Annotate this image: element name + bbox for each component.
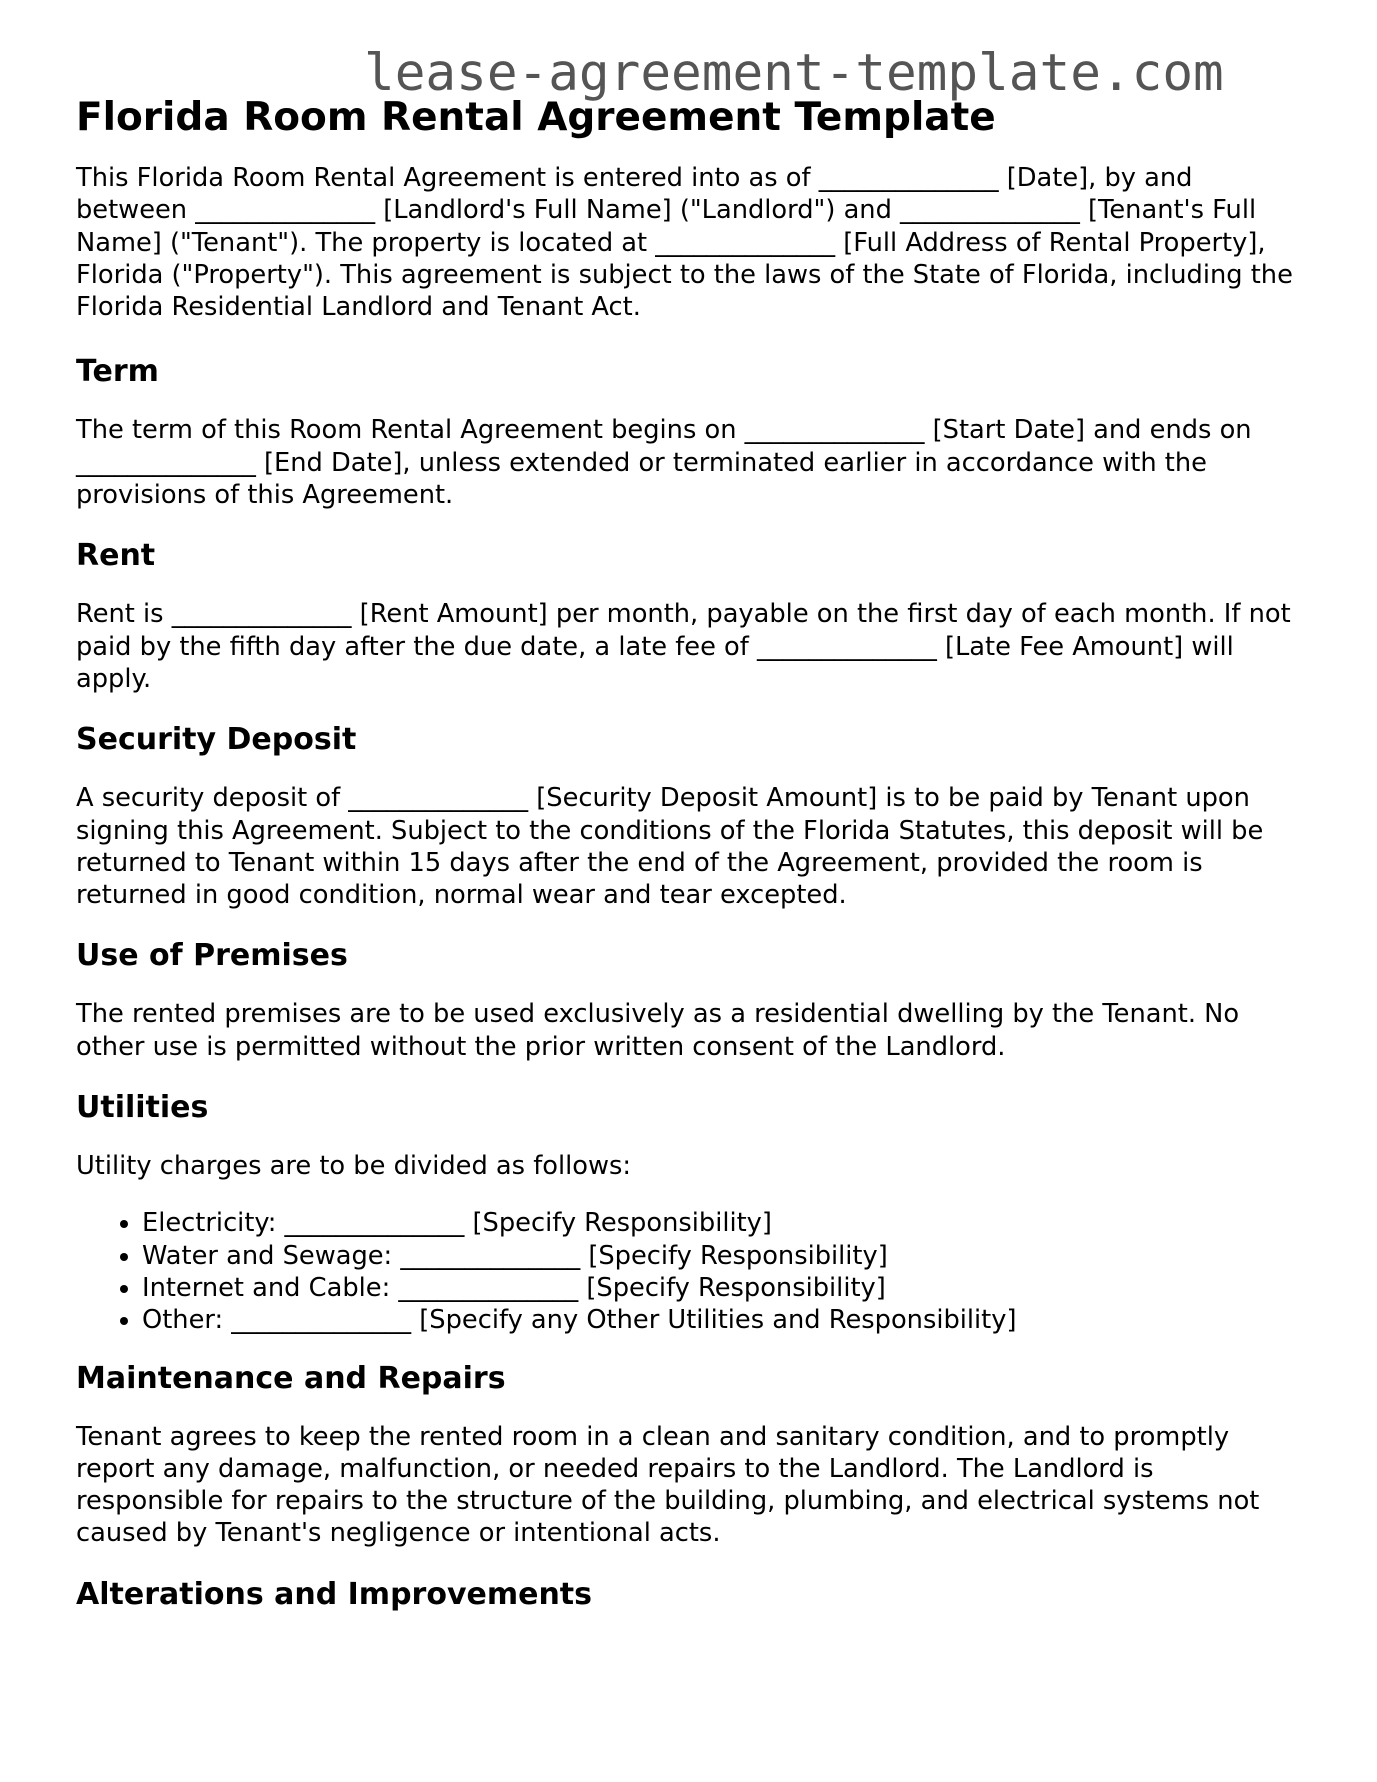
section-heading: Use of Premises — [76, 938, 348, 974]
section-security-deposit — [76, 720, 1306, 911]
section-text: The term of this Room Rental Agreement begins on ______________ [Start Date] and ends on ______________ [End Date], unless extended or terminated earlier in accordance with the provisions of this Agreement. — [76, 415, 1252, 511]
section-heading: Alterations and Improvements — [76, 1576, 593, 1612]
list-item: • Electricity: ______________ [Specify Responsibility] — [142, 1207, 1306, 1239]
list-item: • Other: ______________ [Specify any Other Utilities and Responsibility] — [142, 1304, 1306, 1336]
intro-paragraph: This Florida Room Rental Agreement is entered into as of ______________ [Date], by and between ______________ [Landlord's Full Name] ("Landlord") and ______________ [Tenant's Full Name] ("Tenant"). The property is located at ______________ [Full Address of Rental Property], Florida ("Property"). This agreement is subject to the laws of the State of Florida, including the Florida Residential Landlord and Tenant Act. — [76, 163, 1293, 323]
section-heading: Security Deposit — [76, 722, 357, 758]
list-item: • Water and Sewage: ______________ [Specify Responsibility] — [142, 1240, 1306, 1272]
section-rent — [76, 536, 1306, 695]
section-use-of-premises — [76, 936, 1306, 1063]
section-term — [76, 352, 1306, 511]
section-text: The rented premises are to be used exclusively as a residential dwelling by the Tenant. No other use is permitted without the prior written consent of the Landlord. — [76, 999, 1240, 1062]
section-text: Utility charges are to be divided as follows: — [76, 1151, 632, 1182]
section-text: A security deposit of ______________ [Security Deposit Amount] is to be paid by Tenant upon signing this Agreement. Subject to the conditions of the Florida Statutes, this deposit will be returned to Tenant within 15 days after the end of the Agreement, provided the room is returned in good condition, normal wear and tear excepted. — [76, 783, 1264, 911]
list-item: • Internet and Cable: ______________ [Specify Responsibility] — [142, 1272, 1306, 1304]
section-heading: Utilities — [76, 1090, 209, 1126]
section-heading: Maintenance and Repairs — [76, 1360, 506, 1396]
section-text: Rent is ______________ [Rent Amount] per month, payable on the first day of each month. If not paid by the fifth day after the due date, a late fee of ______________ [Late Fee Amount] will apply. — [76, 599, 1291, 694]
section-maintenance-repairs — [76, 1359, 1306, 1550]
document-body — [76, 92, 1306, 1637]
section-alterations-improvements — [76, 1575, 1306, 1615]
site-watermark: lease-agreement-template.com — [364, 44, 1224, 103]
section-utilities — [76, 1088, 1306, 1336]
section-text: Tenant agrees to keep the rented room in a clean and sanitary condition, and to promptly report any damage, malfunction, or needed repairs to the Landlord. The Landlord is responsible for repairs to the structure of the building, plumbing, and electrical systems not caused by Tenant's negligence or intentional acts. — [76, 1421, 1260, 1549]
document-title: Florida Room Rental Agreement Template — [76, 95, 996, 140]
section-heading: Term — [76, 354, 159, 390]
section-heading: Rent — [76, 538, 156, 574]
utilities-list — [76, 1207, 1306, 1336]
